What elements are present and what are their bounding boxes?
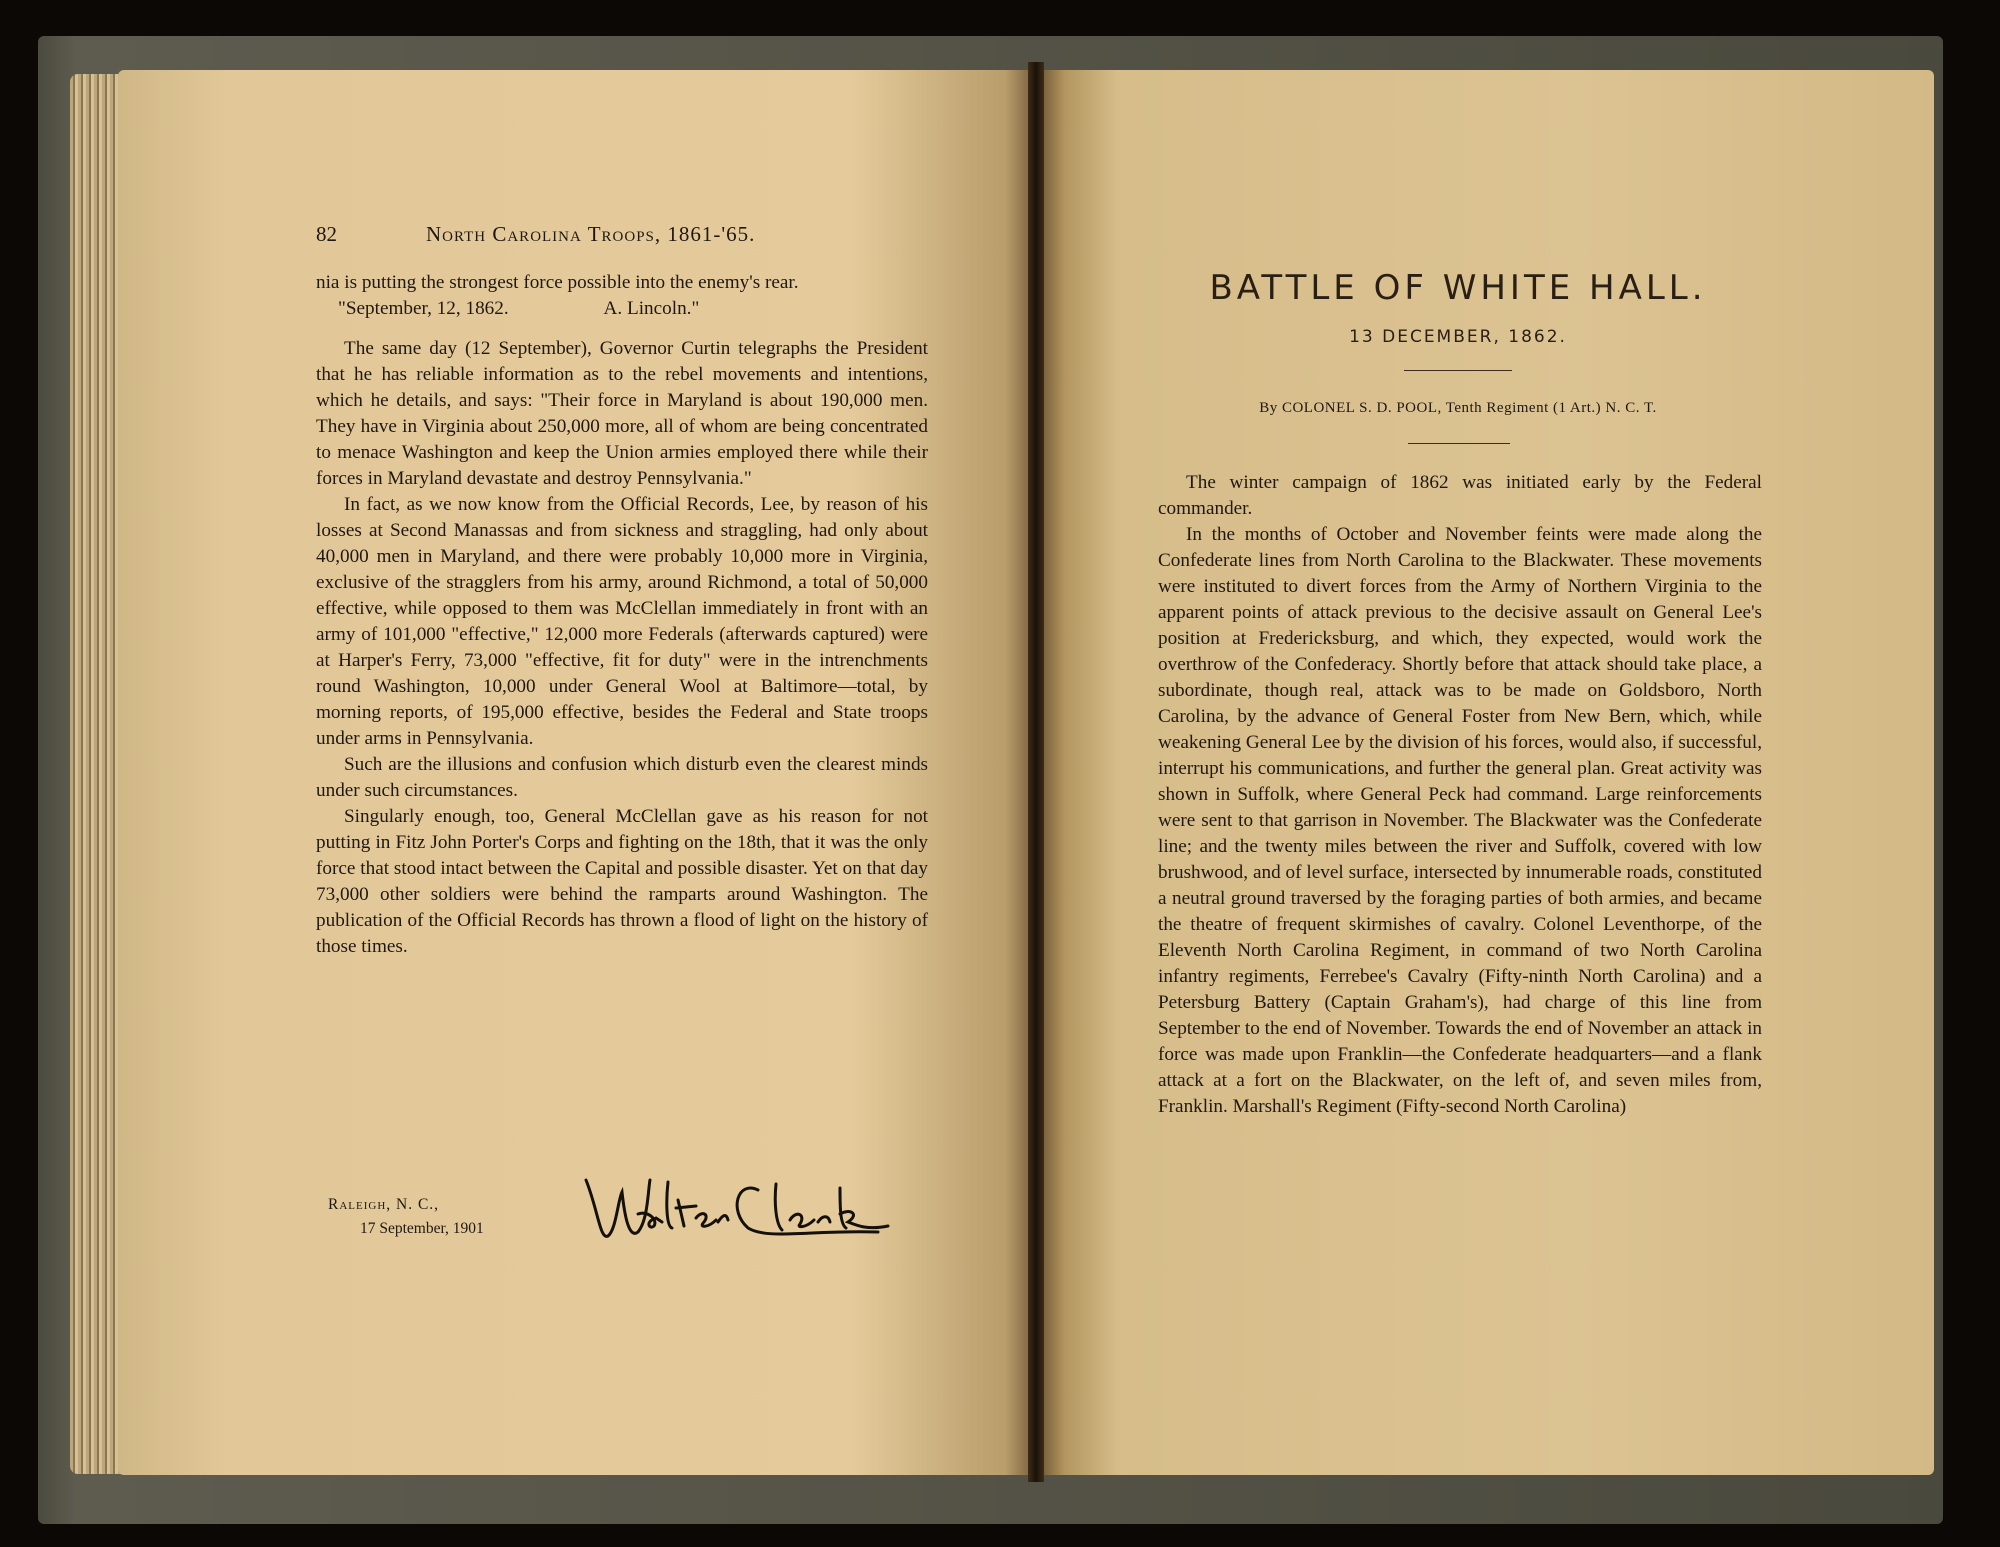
right-page-text (1158, 470, 1762, 1120)
dateline-date: 17 September, 1901 (360, 1220, 484, 1237)
paragraph: "September, 12, 1862. A. Lincoln." (338, 298, 700, 319)
dateline-place: Raleigh, N. C., (328, 1196, 440, 1213)
paragraph: The winter campaign of 1862 was initiated early by the Federal commander. (1158, 472, 1762, 519)
paragraph: nia is putting the strongest force possible into the enemy's rear. (316, 272, 799, 293)
article-date: 13 DECEMBER, 1862. (1349, 327, 1567, 347)
divider-rule (1404, 370, 1512, 371)
page-number: 82 (316, 222, 337, 246)
paragraph: The same day (12 September), Governor Curtin telegraphs the President that he has reliable information as to the rebel movements and intentions, which he details, and says: "Their force in Maryland is about 190,000 men. They have in Virginia about 250,000 more, all of whom are being concentrated to menace Washington and keep the Union armies employed there while their forces in Maryland devastate and destroy Pennsylvania." (316, 338, 928, 489)
article-title: BATTLE OF WHITE HALL. (1209, 268, 1707, 308)
paragraph: In the months of October and November feints were made along the Confederate lines from North Carolina to the Blackwater. These movements were instituted to divert forces from the Army of Northern Virginia to the apparent points of attack previous to the decisive assault on General Lee's position at Fredericksburg, and which, they expected, would work the overthrow of the Confederacy. Shortly before that attack should take place, a subordinate, though real, attack was to be made on Goldsboro, North Carolina, by the advance of General Foster from New Bern, which, while weakening General Lee by the division of his forces, would also, if successful, interrupt his communications, and further the general plan. Great activity was shown in Suffolk, where General Peck had command. Large reinforcements were sent to that garrison in November. The Blackwater was the Confederate line; and the twenty miles between the river and Suffolk, covered with low brushwood, and of level surface, intersected by innumerable roads, constituted a neutral ground traversed by the foraging parties of both armies, and became the theatre of frequent skirmishes of cavalry. Colonel Leventhorpe, of the Eleventh North Carolina Regiment, in command of two North Carolina infantry regiments, Ferrebee's Cavalry (Fifty-ninth North Carolina) and a Petersburg Battery (Captain Graham's), had charge of this line from September to the end of November. Towards the end of November an attack in force was made upon Franklin—the Confederate headquarters—and a flank attack at a fort on the Blackwater, on the left of, and seven miles from, Franklin. Marshall's Regiment (Fifty-second North Carolina) (1158, 524, 1762, 1117)
signature (578, 1170, 918, 1250)
paragraph: Such are the illusions and confusion which disturb even the clearest minds under such circumstances. (316, 754, 928, 801)
running-head-title: North Carolina Troops, 1861-'65. (426, 222, 756, 246)
paragraph: In fact, as we now know from the Official Records, Lee, by reason of his losses at Second Manassas and from sickness and straggling, had only about 40,000 men in Maryland, and there were probably 10,000 more in Virginia, exclusive of the stragglers from his army, around Richmond, a total of 50,000 effective, while opposed to them was McClellan immediately in front with an army of 101,000 "effective," 12,000 more Federals (afterwards captured) were at Harper's Ferry, 73,000 "effective, fit for duty" were in the intrenchments round Washington, 10,000 under General Wool at Baltimore—total, by morning reports, of 195,000 effective, besides the Federal and State troops under arms in Pennsylvania. (316, 494, 928, 749)
book-gutter (1028, 62, 1044, 1482)
running-head (198, 222, 818, 252)
left-page-text (316, 270, 928, 960)
paragraph: Singularly enough, too, General McClellan gave as his reason for not putting in Fitz John Porter's Corps and fighting on the 18th, that it was the only force that stood intact between the Capital and possible disaster. Yet on that day 73,000 other soldiers were behind the ramparts around Washington. The publication of the Official Records has thrown a flood of light on the history of those times. (316, 806, 928, 957)
divider-rule (1408, 443, 1510, 444)
article-byline: By COLONEL S. D. POOL, Tenth Regiment (1 Art.) N. C. T. (1259, 400, 1657, 416)
